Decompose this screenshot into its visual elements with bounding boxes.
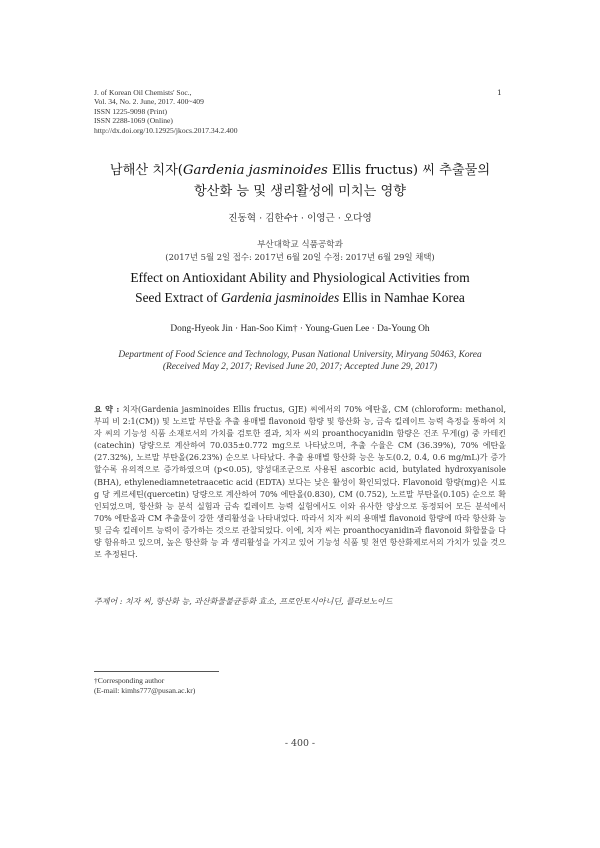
english-authors: Dong-Hyeok Jin · Han-Soo Kim† · Young-Guen Lee · Da-Young Oh — [170, 324, 430, 334]
english-department: Department of Food Science and Technology, Pusan National University, Miryang 50463, Korea — [118, 350, 482, 360]
korean-title-line2: 항산화 능 및 생리활성에 미치는 영향 — [193, 184, 407, 199]
page-marker: 1 — [497, 88, 502, 97]
abstract — [94, 403, 506, 561]
journal-volume: Vol. 34, No. 2. June, 2017. 400~409 — [94, 97, 204, 107]
korean-authors: 진동혁 · 김한수† · 이영근 · 오다영 — [228, 213, 372, 224]
doi-link[interactable]: http://dx.doi.org/10.12925/jkocs.2017.34.2.400 — [94, 125, 238, 135]
abstract-label: 요 약 : — [94, 404, 120, 414]
korean-title-prefix: 남해산 치자( — [109, 163, 183, 178]
footnote-divider — [94, 671, 219, 672]
english-title-suffix: Ellis in Namhae Korea — [339, 290, 465, 305]
footnote — [94, 676, 195, 697]
english-title-prefix: Seed Extract of — [135, 290, 222, 305]
issn-online: ISSN 2288-1069 (Online) — [94, 116, 173, 126]
page-number: - 400 - — [284, 738, 316, 749]
journal-name: J. of Korean Oil Chemists' Soc., — [94, 88, 192, 97]
journal-header — [94, 88, 238, 135]
abstract-text: 치자(Gardenia jasminoides Ellis fructus, GJE) 씨에서의 70% 에탄올, CM (chloroform: methanol, 부피 비 2:1(CM)) 및 노르말 부탄올 추출 용매별 flavonoid 함량 및 항산화 능, 금속 킬레이트 능력 측정을 통하여 치자 씨의 기능성 식품 소재로서의 가치를 검토한 결과, 치자 씨의 proanthocyanidin 함량은 건조 무게(g) 중 카테킨(catechin) 당량으로 계산하여 70.035±0.772 mg으로 나타났으며, 추출 수율은 CM (36.39%), 70% 에탄올(27.32%), 노르말 부탄올(26.23%) 순으로 나타났다. 추출 용매별 항산화 능은 농도(0.2, 0.4, 0.6 mg/mL)가 증가할수록 유의적으로 증가하였으며 (p<0.05), 양성대조군으로 사용된 ascorbic acid, butylated hydroxyanisole (BHA), ethylenediamnetetraacetic acid (EDTA) 보다는 낮은 활성이 확인되었다. Flavonoid 함량(mg)은 시료 g 당 케르세틴(quercetin) 당량으로 계산하여 70% 에탄올(0.830), CM (0.752), 노르말 부탄올(0.105) 순으로 확인되었으며, 항산화 능 분석 실험과 금속 킬레이트 능력 실험에서도 이와 유사한 양상으로 동정되어 모든 분석에서 70% 에탄올과 CM 추출물이 강한 생리활성을 나타내었다. 따라서 치자 씨의 용매별 flavonoid 함량에 따라 항산화 능 및 금속 킬레이트 능력이 증가하는 것으로 관찰되었다. 이에, 치자 씨는 proanthocyanidin과 flavonoid 화합물을 다량 함유하고 있으며, 높은 항산화 능 과 생리활성을 가지고 있어 기능성 식품 및 천연 항산화제로서의 가치가 있을 것으로 추정된다. — [94, 405, 507, 560]
korean-dates: (2017년 5월 2일 접수: 2017년 6월 20일 수정: 2017년 6월 29일 채택) — [165, 252, 435, 262]
english-title-species: Gardenia jasminoides — [221, 290, 340, 305]
english-title-line2 — [60, 288, 540, 307]
english-title-line1: Effect on Antioxidant Ability and Physiological Activities from — [130, 270, 470, 285]
corresponding-author: †Corresponding author — [94, 676, 165, 685]
korean-title-species: Gardenia jasminoides — [182, 163, 328, 178]
issn-print: ISSN 1225-9098 (Print) — [94, 106, 167, 116]
korean-title-line1 — [60, 160, 540, 181]
korean-affiliation: 부산대학교 식품공학과 — [257, 240, 343, 250]
korean-title-suffix: Ellis fructus) 씨 추출물의 — [327, 163, 491, 178]
corresponding-email[interactable]: (E-mail: kimhs777@pusan.ac.kr) — [94, 686, 196, 696]
english-received-dates: (Received May 2, 2017; Revised June 20, 2017; Accepted June 29, 2017) — [162, 362, 438, 372]
keywords: 주제어 : 치자 씨, 항산화 능, 과산화물불균등화 효소, 프로안토시아니딘, 플라보노이드 — [94, 597, 393, 606]
